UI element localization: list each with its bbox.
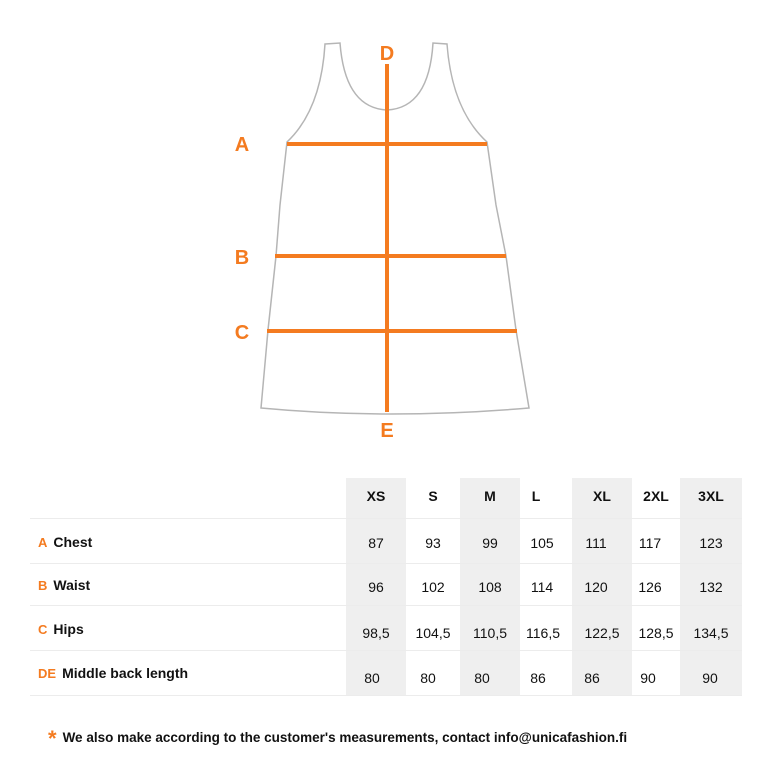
table-cell: 122,5 xyxy=(584,625,620,641)
row-label-chest xyxy=(38,534,92,550)
table-cell: 99 xyxy=(482,535,498,551)
size-header-xl: XL xyxy=(593,488,611,504)
table-cell: 114 xyxy=(530,579,554,595)
size-header-2xl: 2XL xyxy=(643,488,669,504)
size-header-l: L xyxy=(531,488,541,504)
row-divider xyxy=(30,650,742,651)
custom-measurements-note xyxy=(48,722,628,751)
row-label-hips xyxy=(38,621,84,637)
size-header-xs: XS xyxy=(366,488,386,504)
row-code: B xyxy=(38,578,48,593)
table-cell: 108 xyxy=(478,579,502,595)
row-code: DE xyxy=(38,666,57,681)
note-text: We also make according to the customer's measurements, contact info@unicafashion.fi xyxy=(62,730,628,745)
table-cell: 120 xyxy=(584,579,608,595)
table-cell: 80 xyxy=(420,670,436,686)
row-divider xyxy=(30,518,742,519)
row-label-middle-back-length xyxy=(38,665,188,681)
asterisk: * xyxy=(48,726,57,751)
row-divider xyxy=(30,695,742,696)
dress-outline xyxy=(261,43,529,414)
row-divider xyxy=(30,563,742,564)
label-d: D xyxy=(379,43,395,65)
label-a: A xyxy=(234,134,250,156)
table-cell: 110,5 xyxy=(473,625,507,641)
table-cell: 98,5 xyxy=(362,625,390,641)
table-cell: 90 xyxy=(702,670,718,686)
row-code: C xyxy=(38,622,48,637)
table-cell: 123 xyxy=(699,535,723,551)
size-header-3xl: 3XL xyxy=(698,488,724,504)
table-cell: 86 xyxy=(530,670,546,686)
table-cell: 102 xyxy=(421,579,445,595)
table-cell: 126 xyxy=(638,579,662,595)
table-cell: 111 xyxy=(585,535,607,551)
table-cell: 86 xyxy=(584,670,600,686)
table-cell: 80 xyxy=(474,670,490,686)
row-label-text: Chest xyxy=(53,534,93,550)
row-label-waist xyxy=(38,577,90,593)
table-cell: 87 xyxy=(368,535,384,551)
table-cell: 132 xyxy=(699,579,723,595)
label-c: C xyxy=(234,322,250,344)
table-cell: 93 xyxy=(425,535,441,551)
table-cell: 96 xyxy=(368,579,384,595)
row-code: A xyxy=(38,535,48,550)
label-e: E xyxy=(380,420,394,442)
table-cell: 105 xyxy=(530,535,554,551)
size-table xyxy=(30,478,742,696)
row-label-text: Hips xyxy=(53,621,84,637)
size-header-s: S xyxy=(428,488,438,504)
row-label-text: Waist xyxy=(53,577,91,593)
label-b: B xyxy=(234,247,250,269)
table-cell: 128,5 xyxy=(638,625,674,641)
row-divider xyxy=(30,605,742,606)
table-cell: 104,5 xyxy=(415,625,451,641)
table-cell: 134,5 xyxy=(693,625,729,641)
row-label-text: Middle back length xyxy=(62,665,189,681)
size-header-m: M xyxy=(484,488,496,504)
table-cell: 117 xyxy=(638,535,662,551)
table-cell: 80 xyxy=(364,670,380,686)
table-cell: 90 xyxy=(640,670,656,686)
table-cell: 116,5 xyxy=(526,625,560,641)
